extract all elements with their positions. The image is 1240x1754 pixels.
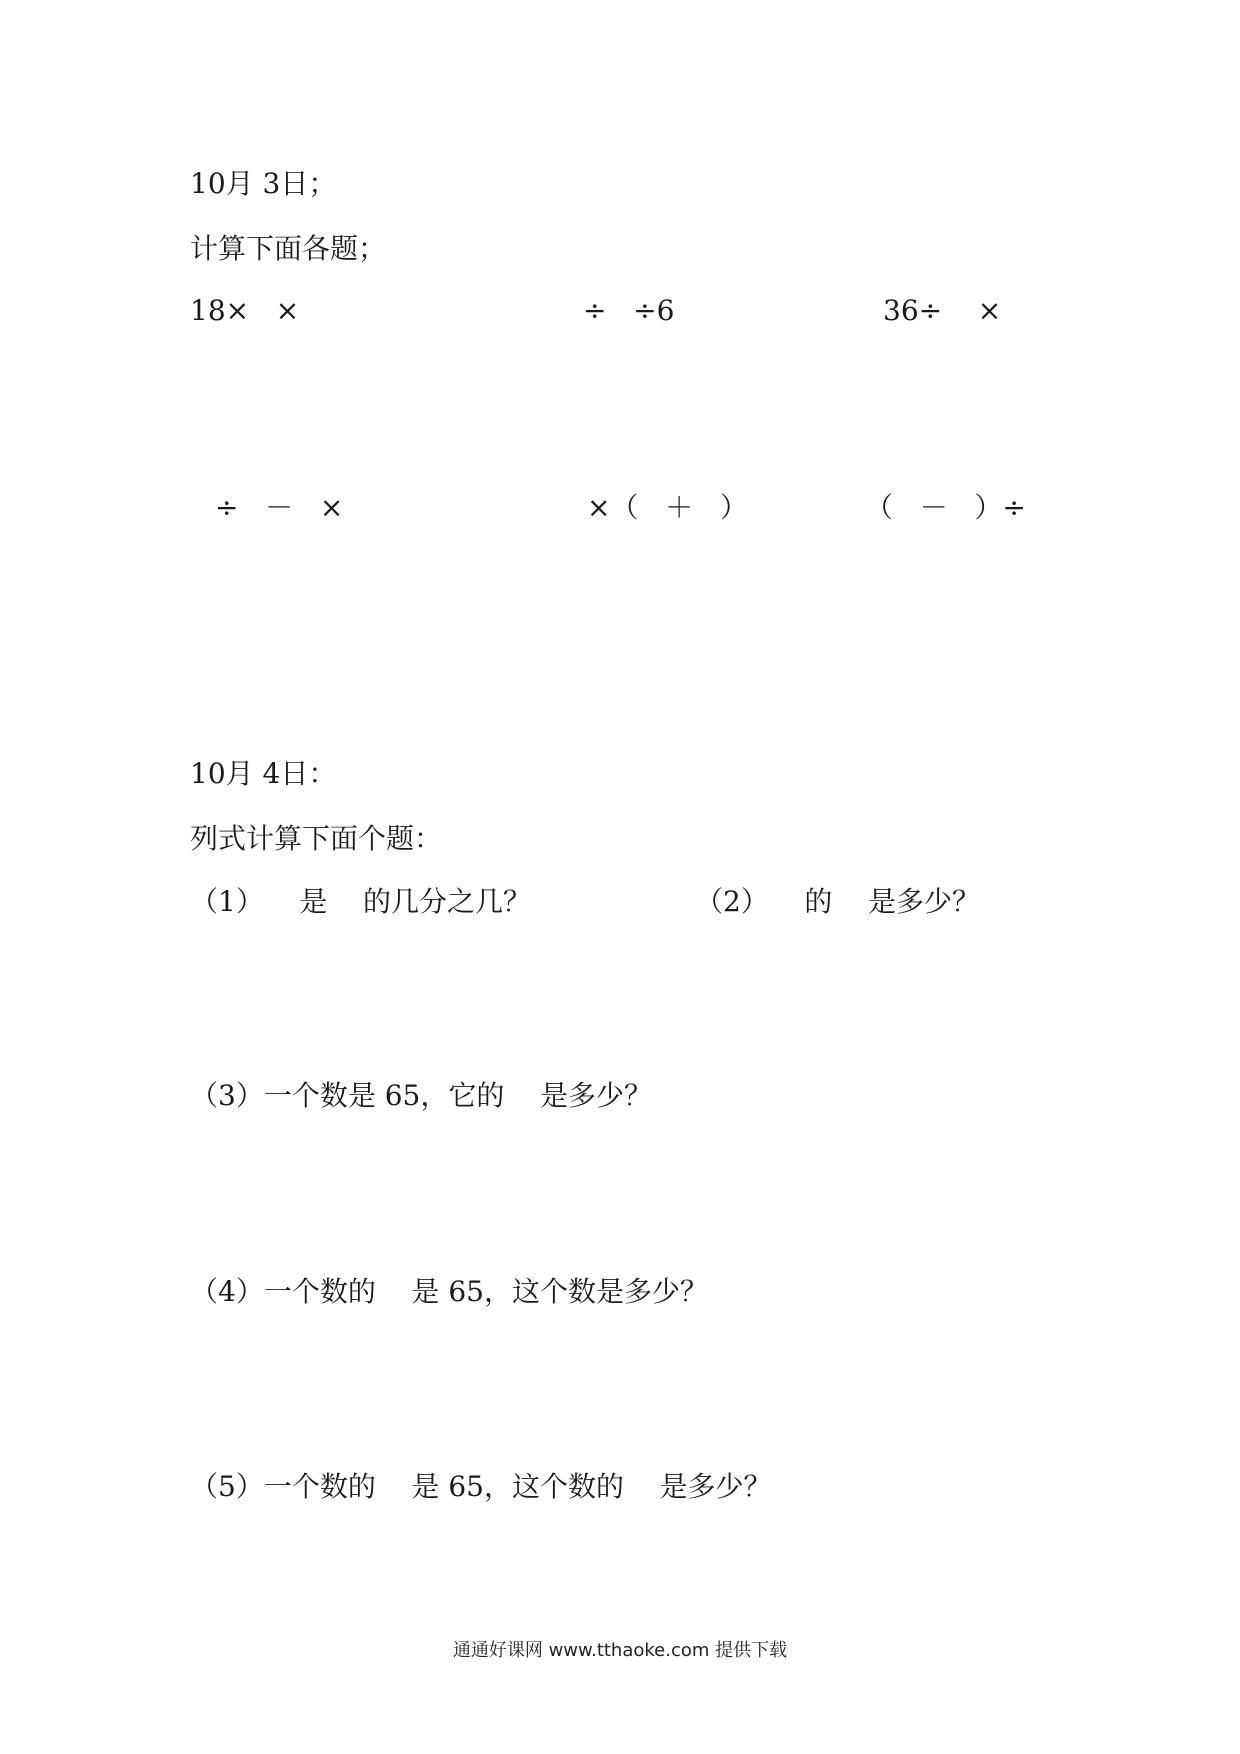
calc-3: 36÷ × bbox=[883, 294, 1002, 327]
footer-credit: 通通好课网 www.tthaoke.com 提供下载 bbox=[452, 1640, 788, 1661]
day3-instruction: 计算下面各题； bbox=[190, 232, 387, 265]
calc-4: ÷ － × bbox=[215, 491, 344, 524]
question-1: （1） 是 的几分之几？ bbox=[190, 885, 532, 918]
day4-instruction: 列式计算下面个题： bbox=[190, 822, 443, 855]
calc-6: （ － ）÷ bbox=[865, 491, 1026, 524]
calc-2: ÷ ÷6 bbox=[583, 294, 675, 327]
day3-heading: 10月 3日； bbox=[190, 167, 337, 200]
question-3: （3）一个数是 65，它的 是多少？ bbox=[190, 1079, 652, 1112]
calc-5: ×（ ＋ ） bbox=[587, 491, 748, 524]
question-2: （2） 的 是多少？ bbox=[695, 885, 981, 918]
calc-1: 18× × bbox=[190, 294, 300, 327]
day4-heading: 10月 4日： bbox=[190, 757, 337, 790]
question-5: （5）一个数的 是 65，这个数的 是多少？ bbox=[190, 1470, 772, 1503]
question-4: （4）一个数的 是 65，这个数是多少？ bbox=[190, 1275, 708, 1308]
